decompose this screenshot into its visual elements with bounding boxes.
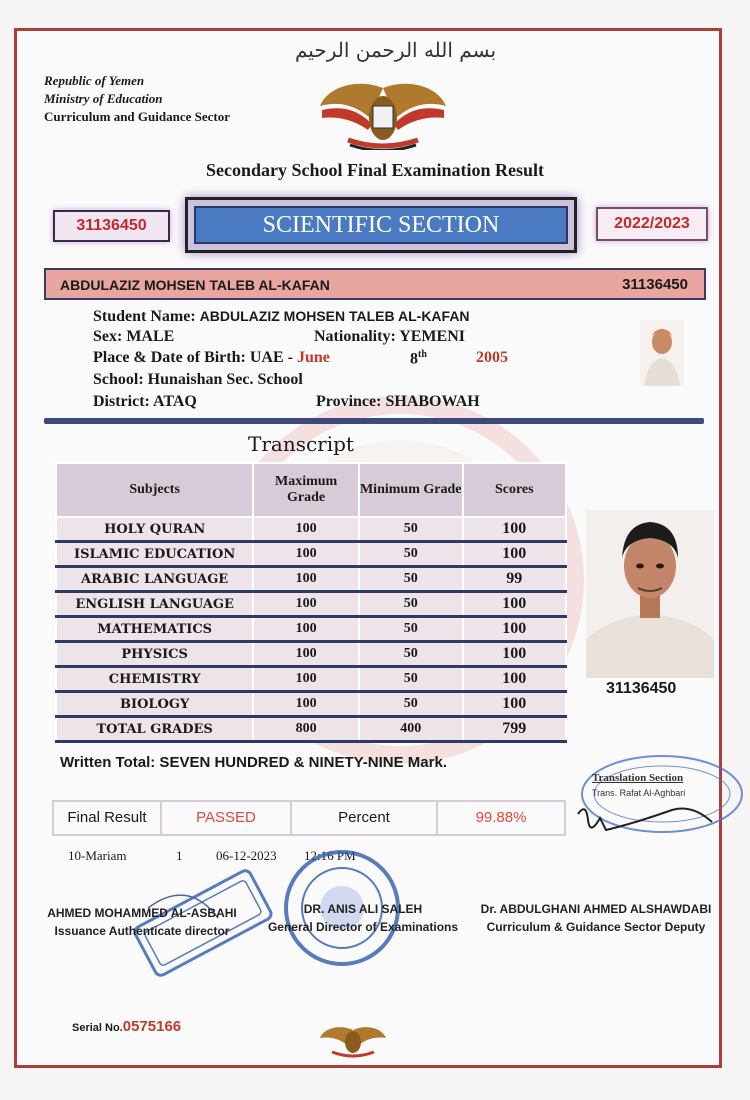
subject-cell: MATHEMATICS <box>56 617 253 642</box>
table-row <box>56 567 566 592</box>
max-cell: 100 <box>253 692 359 717</box>
max-cell: 100 <box>253 592 359 617</box>
document-title: Secondary School Final Examination Result <box>205 160 545 180</box>
table-row <box>56 692 566 717</box>
signatory-name: DR. ANIS ALI SALEH <box>303 902 423 916</box>
subject-cell: HOLY QURAN <box>56 517 253 542</box>
district-value: ATAQ <box>152 393 197 410</box>
name-bar-number: 31136450 <box>622 276 688 293</box>
max-cell: 100 <box>253 667 359 692</box>
score-cell: 99 <box>463 567 566 592</box>
subject-cell: CHEMISTRY <box>56 667 253 692</box>
subject-cell: ISLAMIC EDUCATION <box>56 542 253 567</box>
section-divider <box>44 418 704 424</box>
percent-label: Percent <box>292 802 438 834</box>
province-value: SHABOWAH <box>385 393 480 410</box>
section-label: SCIENTIFIC SECTION <box>194 206 568 244</box>
table-row <box>56 592 566 617</box>
table-row <box>56 642 566 667</box>
max-cell: 100 <box>253 567 359 592</box>
table-row <box>56 617 566 642</box>
birth-day-value: 8 <box>410 350 418 368</box>
birth-label: Place & Date of Birth: <box>93 349 246 366</box>
col-header-scores: Scores <box>463 463 566 517</box>
sector-name: Curriculum and Guidance Sector <box>44 109 230 124</box>
birth-month: June <box>296 349 330 366</box>
photo-seat-number: 31136450 <box>606 680 677 697</box>
signature-block-2 <box>258 900 468 936</box>
signature-block-3 <box>474 900 718 936</box>
seat-number-box: 31136450 <box>53 210 170 242</box>
birth-row <box>93 349 330 367</box>
max-cell: 100 <box>253 517 359 542</box>
score-cell: 100 <box>463 592 566 617</box>
min-cell: 50 <box>359 692 463 717</box>
copy-number: 1 <box>176 848 183 863</box>
min-cell: 50 <box>359 617 463 642</box>
table-row <box>56 517 566 542</box>
ministry-name: Ministry of Education <box>44 91 163 106</box>
min-cell: 50 <box>359 567 463 592</box>
school-row <box>93 371 303 389</box>
country-name: Republic of Yemen <box>44 73 145 88</box>
percent-value: 99.88% <box>475 809 527 826</box>
score-cell: 799 <box>463 717 566 742</box>
school-value: Hunaishan Sec. School <box>147 371 303 388</box>
birth-day-suffix: th <box>418 349 427 360</box>
serial-value: 0575166 <box>122 1018 182 1035</box>
max-cell: 100 <box>253 642 359 667</box>
subject-cell: PHYSICS <box>56 642 253 667</box>
grades-header-row <box>56 463 566 517</box>
total-row <box>56 717 566 742</box>
student-name-bar <box>44 268 706 300</box>
birth-day <box>410 349 427 368</box>
score-cell: 100 <box>463 667 566 692</box>
serial-label: Serial No. <box>72 1022 123 1034</box>
score-cell: 100 <box>463 692 566 717</box>
name-bar-name: ABDULAZIZ MOHSEN TALEB AL-KAFAN <box>60 277 330 293</box>
student-photo-small <box>640 320 684 386</box>
section-banner <box>185 197 577 253</box>
col-header-min: Minimum Grade <box>359 463 463 517</box>
school-label: School: <box>93 371 144 388</box>
student-name-row <box>93 308 470 326</box>
min-cell: 400 <box>359 717 463 742</box>
province-row <box>316 393 480 411</box>
nationality-row <box>314 328 465 346</box>
basmala: بسم الله الرحمن الرحيم <box>295 38 497 62</box>
yemen-eagle-emblem-icon <box>318 78 448 150</box>
issuer-block <box>44 72 230 126</box>
min-cell: 50 <box>359 517 463 542</box>
birth-year: 2005 <box>476 349 508 366</box>
subject-cell: TOTAL GRADES <box>56 717 253 742</box>
signatory-name: Dr. ABDULGHANI AHMED ALSHAWDABI <box>480 902 712 916</box>
issue-date: 06-12-2023 <box>216 848 277 863</box>
district-row <box>93 393 197 411</box>
min-cell: 50 <box>359 642 463 667</box>
birth-place: UAE - <box>249 349 293 366</box>
final-result-value: PASSED <box>162 802 292 834</box>
final-result-label: Final Result <box>54 802 162 834</box>
subject-cell: BIOLOGY <box>56 692 253 717</box>
min-cell: 50 <box>359 667 463 692</box>
student-photo <box>586 510 714 678</box>
score-cell: 100 <box>463 517 566 542</box>
written-total: Written Total: SEVEN HUNDRED & NINETY-NINE Mark. <box>60 754 447 771</box>
translation-section-label: Translation Section <box>592 772 684 784</box>
subject-cell: ARABIC LANGUAGE <box>56 567 253 592</box>
reference-code: 10-Mariam <box>68 848 127 863</box>
min-cell: 50 <box>359 542 463 567</box>
col-header-max: Maximum Grade <box>253 463 359 517</box>
nationality-label: Nationality: <box>314 328 396 345</box>
grades-table <box>55 462 567 743</box>
yemen-eagle-small-icon <box>318 1024 388 1058</box>
province-label: Province: <box>316 393 382 410</box>
issue-time: 12:16 PM <box>304 848 356 863</box>
signatory-role: General Director of Examinations <box>267 920 459 934</box>
table-row <box>56 542 566 567</box>
table-row <box>56 667 566 692</box>
serial-number <box>72 1018 181 1035</box>
sex-value: MALE <box>126 328 175 345</box>
final-result-row <box>52 800 566 836</box>
student-name-label: Student Name: <box>93 308 196 325</box>
max-cell: 100 <box>253 542 359 567</box>
transcript-heading: Transcript <box>248 432 354 456</box>
district-label: District: <box>93 393 150 410</box>
score-cell: 100 <box>463 642 566 667</box>
translator-signature <box>572 800 722 840</box>
signatory-role: Curriculum & Guidance Sector Deputy <box>486 920 706 934</box>
sex-row <box>93 328 174 346</box>
signature-block-1 <box>36 904 248 940</box>
student-name-value: ABDULAZIZ MOHSEN TALEB AL-KAFAN <box>199 308 470 324</box>
signatory-role: Issuance Authenticate director <box>54 924 230 938</box>
min-cell: 50 <box>359 592 463 617</box>
sex-label: Sex: <box>93 328 123 345</box>
nationality-value: YEMENI <box>399 328 465 345</box>
max-cell: 800 <box>253 717 359 742</box>
signatory-name: AHMED MOHAMMED AL-ASBAHI <box>47 906 237 920</box>
score-cell: 100 <box>463 542 566 567</box>
col-header-subjects: Subjects <box>56 463 253 517</box>
subject-cell: ENGLISH LANGUAGE <box>56 592 253 617</box>
translator-name: Trans. Rafat Al-Aghbari <box>592 788 686 798</box>
score-cell: 100 <box>463 617 566 642</box>
academic-year-box: 2022/2023 <box>596 207 708 241</box>
max-cell: 100 <box>253 617 359 642</box>
